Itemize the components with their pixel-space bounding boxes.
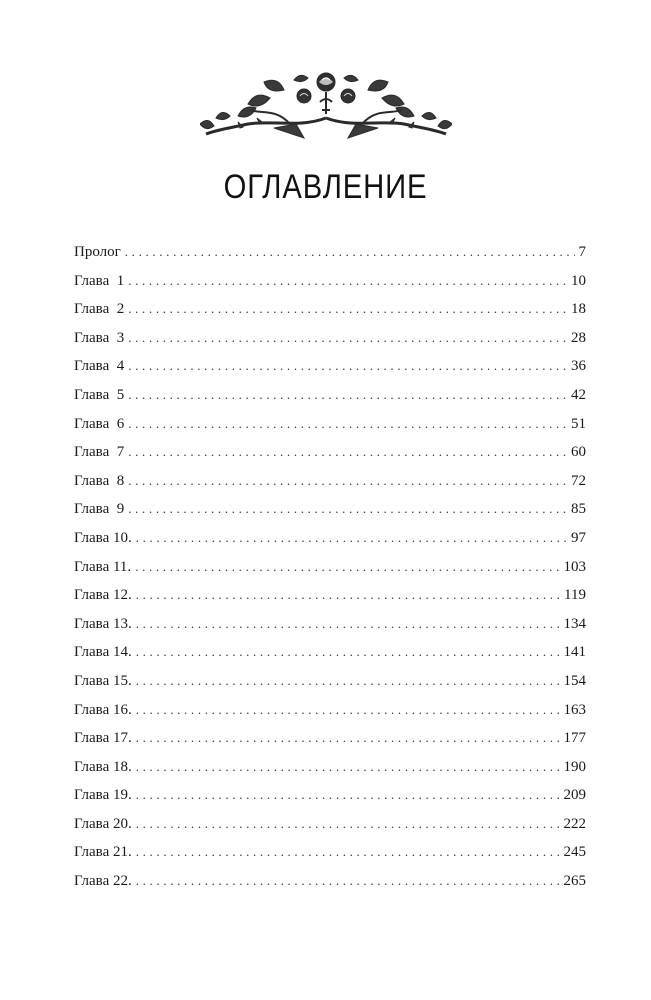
toc-entry-label: Глава 15.: [74, 672, 132, 689]
toc-entry-page: 51: [571, 415, 586, 432]
toc-entry[interactable]: [74, 387, 586, 416]
toc-entry[interactable]: [74, 587, 586, 616]
toc-entry[interactable]: [74, 501, 586, 530]
toc-entry-page: 222: [563, 815, 586, 832]
toc-entry[interactable]: [74, 273, 586, 302]
toc-entry-label: Глава 16.: [74, 701, 132, 718]
toc-leader-dots: [136, 616, 560, 632]
toc-entry-label: Пролог: [74, 244, 121, 260]
toc-entry-page: 85: [571, 501, 586, 518]
toc-entry[interactable]: [74, 559, 586, 588]
toc-entry-page: 42: [571, 386, 586, 403]
toc-leader-dots: [125, 244, 575, 260]
toc-entry-page: 97: [571, 529, 586, 546]
toc-entry-page: 10: [571, 272, 586, 289]
toc-entry-label: Глава 3: [74, 329, 125, 346]
toc-leader-dots: [128, 416, 567, 432]
toc-leader-dots: [136, 759, 560, 775]
toc-leader-dots: [136, 530, 567, 546]
toc-entry[interactable]: [74, 702, 586, 731]
toc-leader-dots: [136, 787, 560, 803]
toc-leader-dots: [135, 559, 559, 575]
toc-entry-label: Глава 14.: [74, 644, 132, 661]
toc-entry-page: 28: [571, 329, 586, 346]
toc-leader-dots: [128, 473, 567, 489]
toc-entry-page: 134: [563, 615, 586, 632]
toc-entry-page: 119: [564, 587, 586, 604]
toc-entry[interactable]: [74, 759, 586, 788]
toc-entry-label: Глава 22.: [74, 873, 132, 890]
toc-entry-label: Глава 17.: [74, 730, 132, 747]
toc-entry-page: 103: [563, 558, 586, 575]
toc-entry-label: Глава 21.: [74, 844, 132, 861]
toc-entry[interactable]: [74, 673, 586, 702]
toc-entry[interactable]: [74, 816, 586, 845]
toc-entry-label: Глава 2: [74, 301, 125, 318]
toc-entry-label: Глава 7: [74, 444, 125, 461]
toc-entry-page: 36: [571, 358, 586, 375]
toc-entry[interactable]: [74, 844, 586, 873]
toc-leader-dots: [136, 587, 560, 603]
toc-entry-label: Глава 9: [74, 501, 125, 518]
toc-entry[interactable]: [74, 416, 586, 445]
toc-entry[interactable]: [74, 301, 586, 330]
toc-entry[interactable]: [74, 730, 586, 759]
toc-entry-label: Глава 10.: [74, 529, 132, 546]
toc-leader-dots: [128, 444, 567, 460]
toc-entry-page: 72: [571, 472, 586, 489]
toc-entry-label: Глава 1: [74, 272, 125, 289]
toc-entry[interactable]: [74, 530, 586, 559]
toc-entry-page: 209: [563, 787, 586, 804]
toc-leader-dots: [136, 816, 560, 832]
toc-entry-label: Глава 13.: [74, 615, 132, 632]
toc-leader-dots: [136, 644, 560, 660]
toc-entry[interactable]: [74, 330, 586, 359]
toc-entry[interactable]: [74, 873, 586, 902]
toc-entry-page: 154: [563, 672, 586, 689]
toc-entry-page: 18: [571, 301, 586, 318]
toc-entry-label: Глава 5: [74, 386, 125, 403]
toc-entry[interactable]: [74, 644, 586, 673]
toc-entry[interactable]: [74, 787, 586, 816]
toc-entry-label: Глава 12.: [74, 587, 132, 604]
toc-entry[interactable]: [74, 358, 586, 387]
toc-entry-label: Глава 19.: [74, 787, 132, 804]
toc-entry-page: 7: [578, 244, 586, 260]
toc-entry[interactable]: [74, 473, 586, 502]
page-title: ОГЛАВЛЕНИЕ: [223, 168, 428, 206]
toc-leader-dots: [136, 702, 560, 718]
toc-entry-page: 141: [563, 644, 586, 661]
toc-leader-dots: [128, 301, 567, 317]
toc-leader-dots: [136, 730, 560, 746]
toc-entry-page: 265: [563, 873, 586, 890]
toc-entry-page: 245: [563, 844, 586, 861]
toc-entry[interactable]: [74, 444, 586, 473]
rose-vine-ornament-icon: [200, 68, 452, 148]
toc-leader-dots: [136, 873, 560, 889]
toc-entry-page: 177: [563, 730, 586, 747]
toc-entry-page: 60: [571, 444, 586, 461]
toc-leader-dots: [128, 501, 567, 517]
table-of-contents: [74, 244, 586, 902]
toc-entry-label: Глава 4: [74, 358, 125, 375]
toc-entry-page: 190: [563, 758, 586, 775]
toc-leader-dots: [136, 844, 560, 860]
toc-leader-dots: [136, 673, 560, 689]
toc-leader-dots: [128, 358, 567, 374]
toc-entry-page: 163: [563, 701, 586, 718]
toc-entry-label: Глава 6: [74, 415, 125, 432]
toc-entry-label: Глава 8: [74, 472, 125, 489]
toc-entry[interactable]: [74, 616, 586, 645]
toc-entry-label: Глава 18.: [74, 758, 132, 775]
toc-entry-label: Глава 11.: [74, 558, 132, 575]
toc-entry-label: Глава 20.: [74, 815, 132, 832]
toc-leader-dots: [128, 387, 567, 403]
toc-leader-dots: [128, 330, 567, 346]
toc-entry[interactable]: [74, 244, 586, 273]
toc-leader-dots: [128, 273, 567, 289]
